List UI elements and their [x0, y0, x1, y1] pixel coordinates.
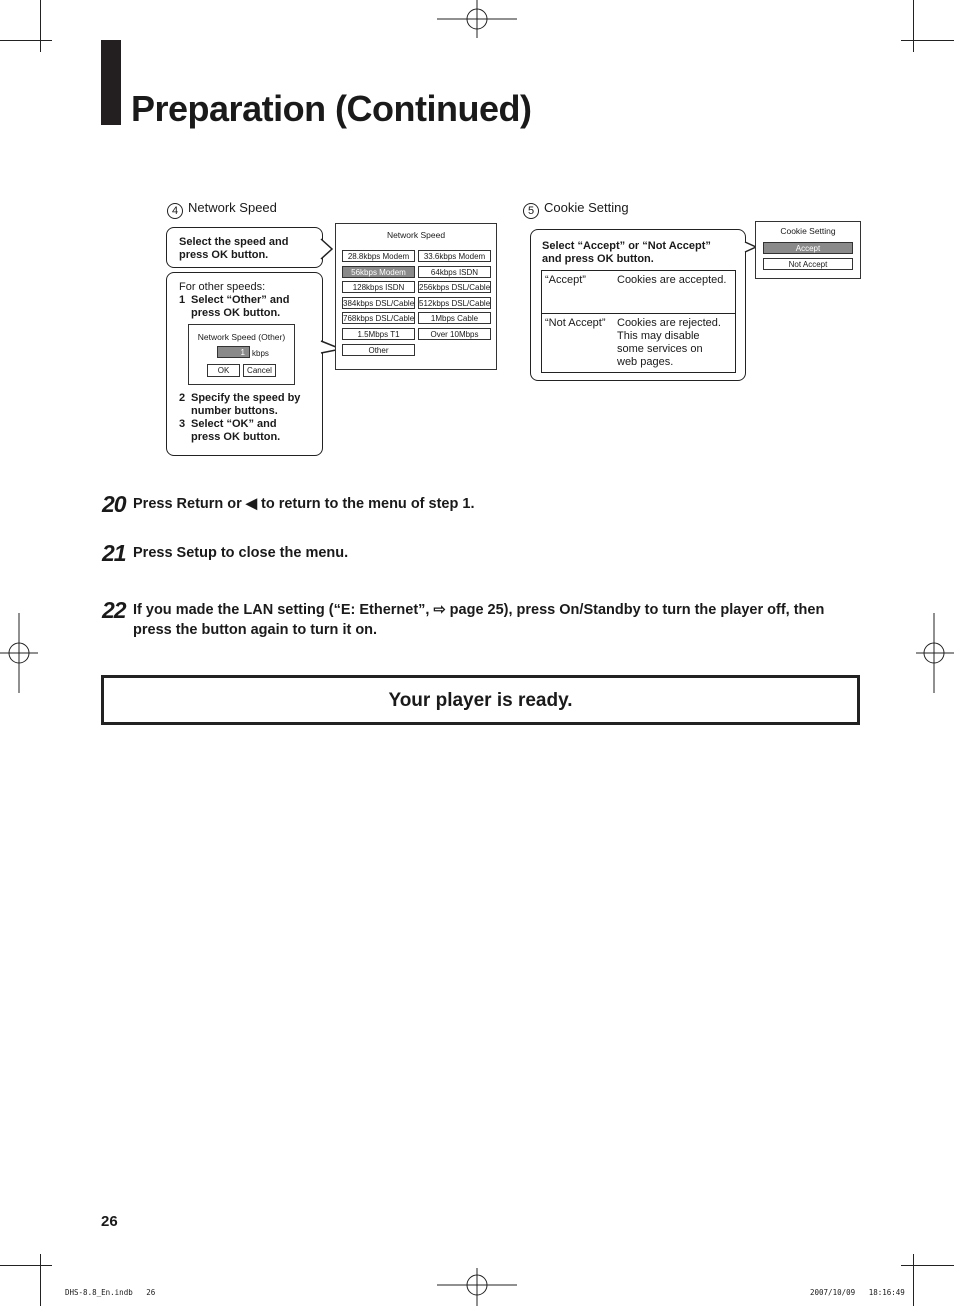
network-speed-screen-title: Network Speed [386, 230, 446, 240]
step-text: Press Setup to close the menu. [133, 545, 349, 561]
cookie-option-desc: Cookies are accepted. [614, 271, 736, 314]
cookie-option-desc: Cookies are rejected. This may disable some services on web pages. [614, 314, 736, 373]
other-step-2: Specify the speed by number buttons. [191, 392, 301, 417]
network-speed-option[interactable]: 512kbps DSL/Cable [419, 298, 491, 308]
network-speed-heading: 4 Network Speed [167, 200, 277, 219]
step-text: If you made the LAN setting (“E: Ethernet”, ⇨ page 25), press On/Standby to turn the player off, then press the button again to turn it on. [133, 602, 825, 638]
speed-unit: kbps [252, 349, 269, 358]
network-speed-option[interactable]: 256kbps DSL/Cable [419, 283, 491, 293]
cancel-button[interactable]: Cancel [243, 364, 276, 377]
network-speed-callout: Select the speed and press OK button. [166, 227, 323, 268]
page-number: 26 [101, 1213, 118, 1230]
table-row [542, 271, 736, 314]
other-step-3: Select “OK” and press OK button. [191, 418, 281, 443]
registration-target-right [914, 613, 954, 693]
network-speed-option[interactable]: 384kbps DSL/Cable [343, 298, 415, 308]
other-step-num-1: 1 [179, 294, 186, 306]
other-speed-intro: For other speeds: [179, 281, 266, 293]
network-speed-option[interactable]: 28.8kbps Modem [342, 250, 415, 262]
cookie-setting-heading: 5 Cookie Setting [523, 200, 629, 219]
speed-value-input[interactable]: 1 [217, 346, 250, 358]
network-speed-option[interactable]: 128kbps ISDN [342, 281, 415, 293]
network-speed-option[interactable]: 56kbps Modem [342, 266, 415, 278]
other-step-1: Select “Other” and press OK button. [191, 294, 290, 319]
network-speed-screen [335, 223, 497, 370]
footer-timestamp: 2007/10/09 18:16:49 [810, 1288, 905, 1297]
ready-banner: Your player is ready. [101, 675, 860, 725]
registration-target-bottom [437, 1266, 517, 1306]
cookie-option: “Not Accept” [542, 314, 615, 373]
step-circle: 5 [523, 203, 539, 219]
step-circle: 4 [167, 203, 183, 219]
cookie-instruction: Select “Accept” or “Not Accept” and press OK button. [542, 240, 711, 265]
other-speed-dialog [188, 324, 295, 385]
other-step-num-2: 2 [179, 392, 186, 404]
table-row [542, 314, 736, 373]
other-step-num-3: 3 [179, 418, 186, 430]
cookie-option: “Accept” [542, 271, 615, 314]
cookie-setting-screen [755, 221, 861, 279]
network-speed-option[interactable]: Over 10Mbps [418, 328, 491, 340]
step-text: Press Return or ◀ to return to the menu of step 1. [133, 496, 475, 512]
step-number: 20 [102, 491, 126, 517]
not-accept-option[interactable]: Not Accept [763, 258, 853, 270]
step-number: 21 [102, 540, 126, 566]
network-speed-option[interactable]: 1Mbps Cable [418, 312, 491, 324]
network-speed-option[interactable]: 768kbps DSL/Cable [343, 314, 415, 324]
network-speed-option[interactable]: 1.5Mbps T1 [342, 328, 415, 340]
page-title: Preparation (Continued) [131, 88, 532, 129]
other-dialog-title: Network Speed (Other) [197, 332, 286, 342]
network-speed-option[interactable]: 64kbps ISDN [418, 266, 491, 278]
network-speed-option[interactable]: Other [342, 344, 415, 356]
footer-file: DHS-8.8_En.indb 26 [65, 1288, 156, 1297]
network-speed-option[interactable]: 33.6kbps Modem [418, 250, 491, 262]
ok-button[interactable]: OK [207, 364, 240, 377]
title-bar [101, 40, 121, 125]
cookie-options-table [541, 270, 736, 373]
registration-target-left [0, 613, 40, 693]
other-speed-callout [166, 272, 323, 456]
step-number: 22 [102, 597, 126, 623]
cookie-screen-title: Cookie Setting [780, 226, 836, 236]
accept-option[interactable]: Accept [763, 242, 853, 254]
cookie-callout [530, 229, 746, 381]
registration-target-top [437, 0, 517, 40]
